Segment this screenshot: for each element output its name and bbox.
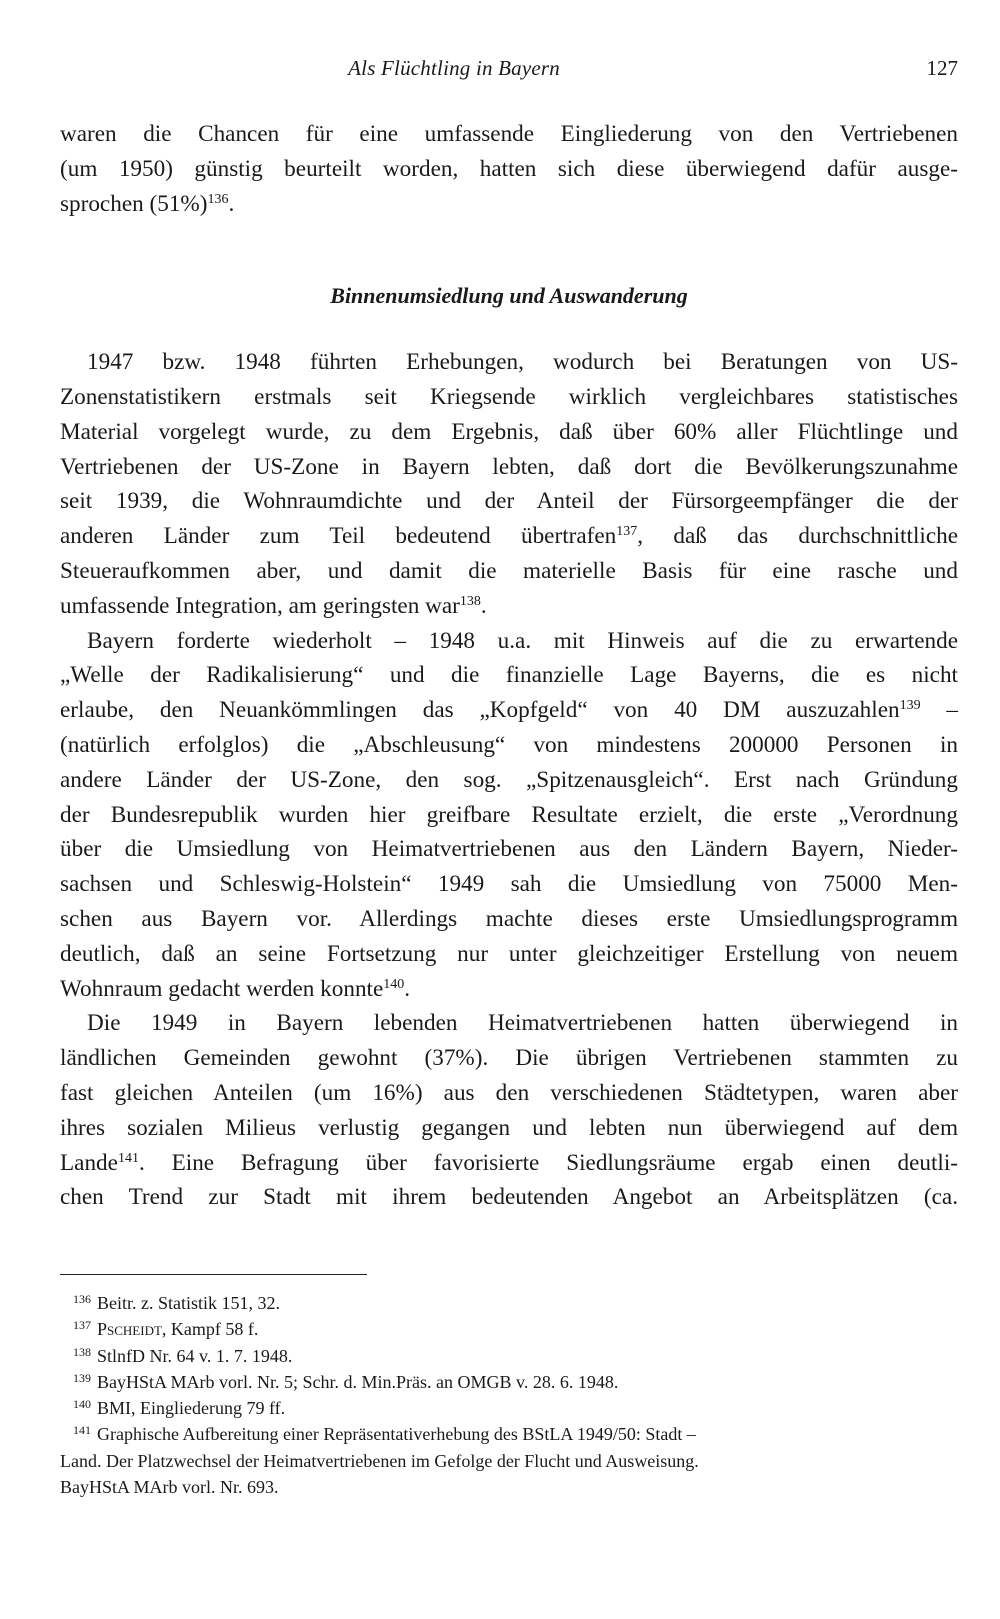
- text-segment: Wohnraum gedacht werden konnte: [60, 975, 384, 1002]
- text-line: (um 1950) günstig beurteilt worden, hatten sich diese überwiegend dafür ausge-: [60, 155, 958, 182]
- text-line: [60, 589, 958, 624]
- text-line: andere Länder der US-Zone, den sog. „Spitzenausgleich“. Erst nach Gründung: [60, 766, 958, 793]
- text-line: 1947 bzw. 1948 führten Erhebungen, wodurch bei Beratungen von US-: [87, 349, 958, 376]
- text-line: chen Trend zur Stadt mit ihrem bedeutenden Angebot an Arbeitsplätzen (ca.: [60, 1184, 958, 1211]
- footnote-number: 136: [73, 1292, 91, 1306]
- text-line: [60, 693, 958, 728]
- text-segment: Lande: [60, 1149, 118, 1176]
- text-line: fast gleichen Anteilen (um 16%) aus den verschiedenen Städtetypen, waren aber: [60, 1079, 958, 1106]
- text-line: [60, 1146, 958, 1181]
- text-line: Die 1949 in Bayern lebenden Heimatvertriebenen hatten überwiegend in: [87, 1010, 958, 1037]
- footnote-136: [60, 1290, 958, 1316]
- paragraph-3: [60, 624, 958, 1007]
- footnote-text: BMI, Eingliederung 79 ff.: [97, 1398, 286, 1419]
- paragraph-2: [60, 345, 958, 623]
- body-text: [60, 117, 958, 1215]
- footnote-text: Beitr. z. Statistik 151, 32.: [97, 1293, 280, 1313]
- footnote-text: , Kampf 58 f.: [161, 1319, 259, 1340]
- footnote-ref[interactable]: 140: [383, 976, 405, 992]
- paragraph-1: [60, 117, 958, 221]
- text-line: Bayern forderte wiederholt – 1948 u.a. mit Hinweis auf die zu erwartende: [87, 627, 958, 654]
- section-heading: Binnenumsiedlung und Auswanderung: [330, 283, 688, 309]
- running-head: [60, 56, 958, 86]
- footnote-text: Land. Der Platzwechsel der Heimatvertriebenen im Gefolge der Flucht und Ausweisung.: [60, 1450, 699, 1471]
- footnote-number: 139: [73, 1370, 91, 1385]
- footnote-author: Pscheidt: [97, 1319, 162, 1340]
- text-segment: anderen Länder zum Teil bedeutend übertrafen: [60, 523, 617, 550]
- text-line: [60, 519, 958, 554]
- footnote-ref[interactable]: 139: [899, 698, 921, 714]
- footnote-text: BayHStA MArb vorl. Nr. 5; Schr. d. Min.Präs. an OMGB v. 28. 6. 1948.: [97, 1371, 619, 1392]
- footnote-ref[interactable]: 137: [616, 524, 638, 540]
- text-line: ihres sozialen Milieus verlustig gegangen und lebten nun überwiegend auf dem: [60, 1114, 958, 1141]
- text-segment: . Eine Befragung über favorisierte Siedlungsräume ergab einen deutli-: [138, 1149, 958, 1176]
- footnote-ref[interactable]: 138: [459, 593, 481, 609]
- footnote-text: BayHStA MArb vorl. Nr. 693.: [60, 1477, 279, 1498]
- paragraph-4: [60, 1006, 958, 1215]
- text-segment: , daß das durchschnittliche: [637, 523, 959, 550]
- text-line: (natürlich erfolglos) die „Abschleusung“ von mindestens 200000 Personen in: [60, 731, 958, 758]
- text-line: „Welle der Radikalisierung“ und die finanzielle Lage Bayerns, die es nicht: [60, 662, 958, 689]
- footnote-141-continuation: [60, 1448, 958, 1501]
- text-line: deutlich, daß an seine Fortsetzung nur unter gleichzeitiger Erstellung von neuem: [60, 940, 958, 967]
- footnote-text: StlnfD Nr. 64 v. 1. 7. 1948.: [97, 1345, 293, 1366]
- footnote-138: [60, 1343, 958, 1369]
- footnote-141: [60, 1421, 958, 1447]
- text-segment: erlaube, den Neuankömmlingen das „Kopfgeld“ von 40 DM auszuzahlen: [60, 697, 900, 724]
- page-number: 127: [926, 56, 958, 80]
- text-segment: –: [920, 697, 959, 724]
- text-segment: sprochen (51%): [60, 190, 208, 217]
- footnote-number: 138: [73, 1344, 91, 1359]
- text-line: [60, 972, 958, 1007]
- text-line: Vertriebenen der US-Zone in Bayern lebten, daß dort die Bevölkerungszunahme: [60, 453, 958, 480]
- text-line: Steueraufkommen aber, und damit die materielle Basis für eine rasche und: [60, 557, 958, 584]
- footnote-divider: [60, 1274, 367, 1275]
- text-line: Zonenstatistikern erstmals seit Kriegsende wirklich vergleichbares statistisches: [60, 383, 958, 410]
- text-segment: .: [480, 592, 487, 619]
- footnote-number: 137: [73, 1318, 91, 1333]
- text-segment: .: [404, 975, 411, 1002]
- footnote-140: [60, 1395, 958, 1421]
- text-line: über die Umsiedlung von Heimatvertriebenen aus den Ländern Bayern, Nieder-: [60, 836, 958, 863]
- text-line: seit 1939, die Wohnraumdichte und der Anteil der Fürsorgeempfänger die der: [60, 488, 958, 515]
- footnote-text: Graphische Aufbereitung einer Repräsentativerhebung des BStLA 1949/50: Stadt –: [97, 1424, 696, 1445]
- footnote-number: 140: [73, 1397, 91, 1412]
- text-line: schen aus Bayern vor. Allerdings machte dieses erste Umsiedlungsprogramm: [60, 905, 958, 932]
- running-title: Als Flüchtling in Bayern: [348, 56, 560, 80]
- footnote-number: 141: [73, 1423, 91, 1438]
- text-line: der Bundesrepublik wurden hier greifbare Resultate erzielt, die erste „Verordnung: [60, 801, 958, 828]
- footnote-139: [60, 1369, 958, 1395]
- text-line: waren die Chancen für eine umfassende Eingliederung von den Vertriebenen: [60, 121, 958, 147]
- text-line: Material vorgelegt wurde, zu dem Ergebnis, daß über 60% aller Flüchtlinge und: [60, 418, 958, 445]
- footnote-ref[interactable]: 136: [207, 191, 229, 207]
- text-line: [60, 187, 958, 222]
- text-segment: umfassende Integration, am geringsten war: [60, 592, 460, 619]
- footnote-ref[interactable]: 141: [117, 1150, 139, 1166]
- text-line: ländlichen Gemeinden gewohnt (37%). Die übrigen Vertriebenen stammten zu: [60, 1045, 958, 1072]
- text-segment: .: [228, 190, 235, 217]
- footnote-137: [60, 1316, 958, 1342]
- footnotes: [60, 1290, 958, 1500]
- text-line: sachsen und Schleswig-Holstein“ 1949 sah die Umsiedlung von 75000 Men-: [60, 871, 958, 898]
